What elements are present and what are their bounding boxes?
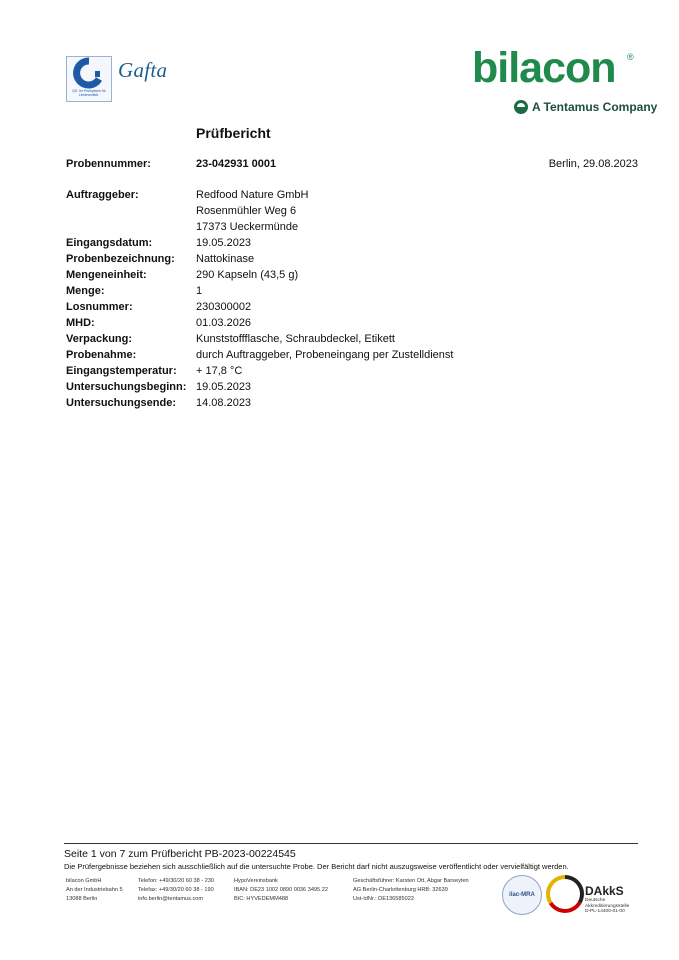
field-label-menge: Menge:	[66, 285, 105, 297]
field-value-untersuchungsbeginn: 19.05.2023	[196, 381, 252, 393]
field-value-losnummer: 230300002	[196, 301, 252, 313]
dakks-emblem-icon	[546, 875, 584, 913]
tagline-text: A Tentamus Company	[532, 100, 658, 114]
place-date: Berlin, 29.08.2023	[548, 158, 638, 170]
field-label-untersuchungsende: Untersuchungsende:	[66, 397, 177, 409]
field-label-auftraggeber: Auftraggeber:	[66, 189, 139, 201]
footer-divider	[64, 843, 638, 844]
field-value-untersuchungsende: 14.08.2023	[196, 397, 252, 409]
field-label-losnummer: Losnummer:	[66, 301, 133, 313]
footer-company-info	[353, 877, 469, 904]
field-label-untersuchungsbeginn: Untersuchungsbeginn:	[66, 381, 187, 393]
ilac-mra-logo: ilac-MRA	[502, 875, 542, 915]
dakks-subtitle	[585, 898, 629, 915]
footer-company-line: Ust-IdNr.: DE136585022	[353, 896, 414, 902]
footer-address-line: An der Industriebahn 5	[66, 887, 123, 893]
footer-address-line: 13088 Berlin	[66, 896, 98, 902]
field-label-eingangsdatum: Eingangsdatum:	[66, 237, 153, 249]
field-value-auftraggeber-line2: Rosenmühler Weg 6	[196, 205, 297, 217]
field-label-probennummer: Probennummer:	[66, 158, 151, 170]
tentamus-tagline	[514, 100, 657, 114]
field-value-mengeneinheit: 290 Kapseln (43,5 g)	[196, 269, 299, 281]
field-label-eingangstemperatur: Eingangstemperatur:	[66, 365, 177, 377]
field-label-mhd: MHD:	[66, 317, 95, 329]
field-label-verpackung: Verpackung:	[66, 333, 133, 345]
footer-disclaimer: Die Prüfergebnisse beziehen sich ausschließlich auf die untersuchte Probe. Der Bericht darf nicht auszugsweise veröffentlicht oder vervielfältigt werden.	[64, 862, 569, 871]
qs-logo-icon	[67, 57, 111, 89]
footer-contact	[138, 877, 214, 904]
footer-company-line: AG Berlin-Charlottenburg HRB: 32639	[353, 887, 448, 893]
field-value-auftraggeber-line3: 17373 Ueckermünde	[196, 221, 299, 233]
footer-address	[66, 877, 123, 904]
footer-bank-line: HypoVereinsbank	[234, 878, 278, 884]
footer-address-line: bilacon GmbH	[66, 878, 102, 884]
field-value-probenbezeichnung: Nattokinase	[196, 253, 255, 265]
field-value-eingangsdatum: 19.05.2023	[196, 237, 252, 249]
footer-phone: Telefon: +49/30/20 60 38 - 230	[138, 878, 215, 884]
dakks-sub-line: Deutsche	[585, 898, 606, 903]
field-value-auftraggeber-line1: Redfood Nature GmbH	[196, 189, 309, 201]
field-label-probenahme: Probenahme:	[66, 349, 137, 361]
bilacon-logo: bilacon	[472, 44, 616, 92]
field-value-verpackung: Kunststoffflasche, Schraubdeckel, Etikett	[196, 333, 395, 345]
qs-logo	[66, 56, 112, 102]
field-value-probenahme: durch Auftraggeber, Probeneingang per Zustelldienst	[196, 349, 454, 361]
footer-page-info: Seite 1 von 7 zum Prüfbericht PB-2023-00224545	[64, 848, 296, 860]
footer-company-line: Geschäftsführer: Karsten Ott, Abgar Barseyten	[353, 878, 469, 884]
footer-email: info.berlin@tentamus.com	[138, 896, 204, 902]
report-title: Prüfbericht	[196, 125, 271, 141]
footer-bank-line: IBAN: DE23 1002 0890 0036 3495 22	[234, 887, 328, 893]
field-label-probenbezeichnung: Probenbezeichnung:	[66, 253, 175, 265]
field-value-mhd: 01.03.2026	[196, 317, 252, 329]
footer-fax: Telefax: +49/30/20 60 38 - 190	[138, 887, 214, 893]
dakks-logo: DAkkS	[585, 884, 624, 898]
footer-bank	[234, 877, 328, 904]
registered-mark: ®	[627, 52, 634, 62]
qs-logo-text: QS. Ihr Prüfsystem für Lebensmittel.	[72, 89, 106, 97]
field-value-menge: 1	[196, 285, 203, 297]
dakks-sub-line: Akkreditierungsstelle	[585, 903, 630, 909]
gafta-logo: Gafta	[118, 58, 168, 82]
field-value-probennummer: 23-042931 0001	[196, 158, 277, 170]
dakks-sub-line: D-PL-14400-01-00	[585, 909, 625, 914]
footer-bank-line: BIC: HYVEDEMM488	[234, 896, 289, 902]
tentamus-icon	[514, 100, 528, 114]
field-value-eingangstemperatur: + 17,8 °C	[196, 365, 243, 377]
field-label-mengeneinheit: Mengeneinheit:	[66, 269, 147, 281]
